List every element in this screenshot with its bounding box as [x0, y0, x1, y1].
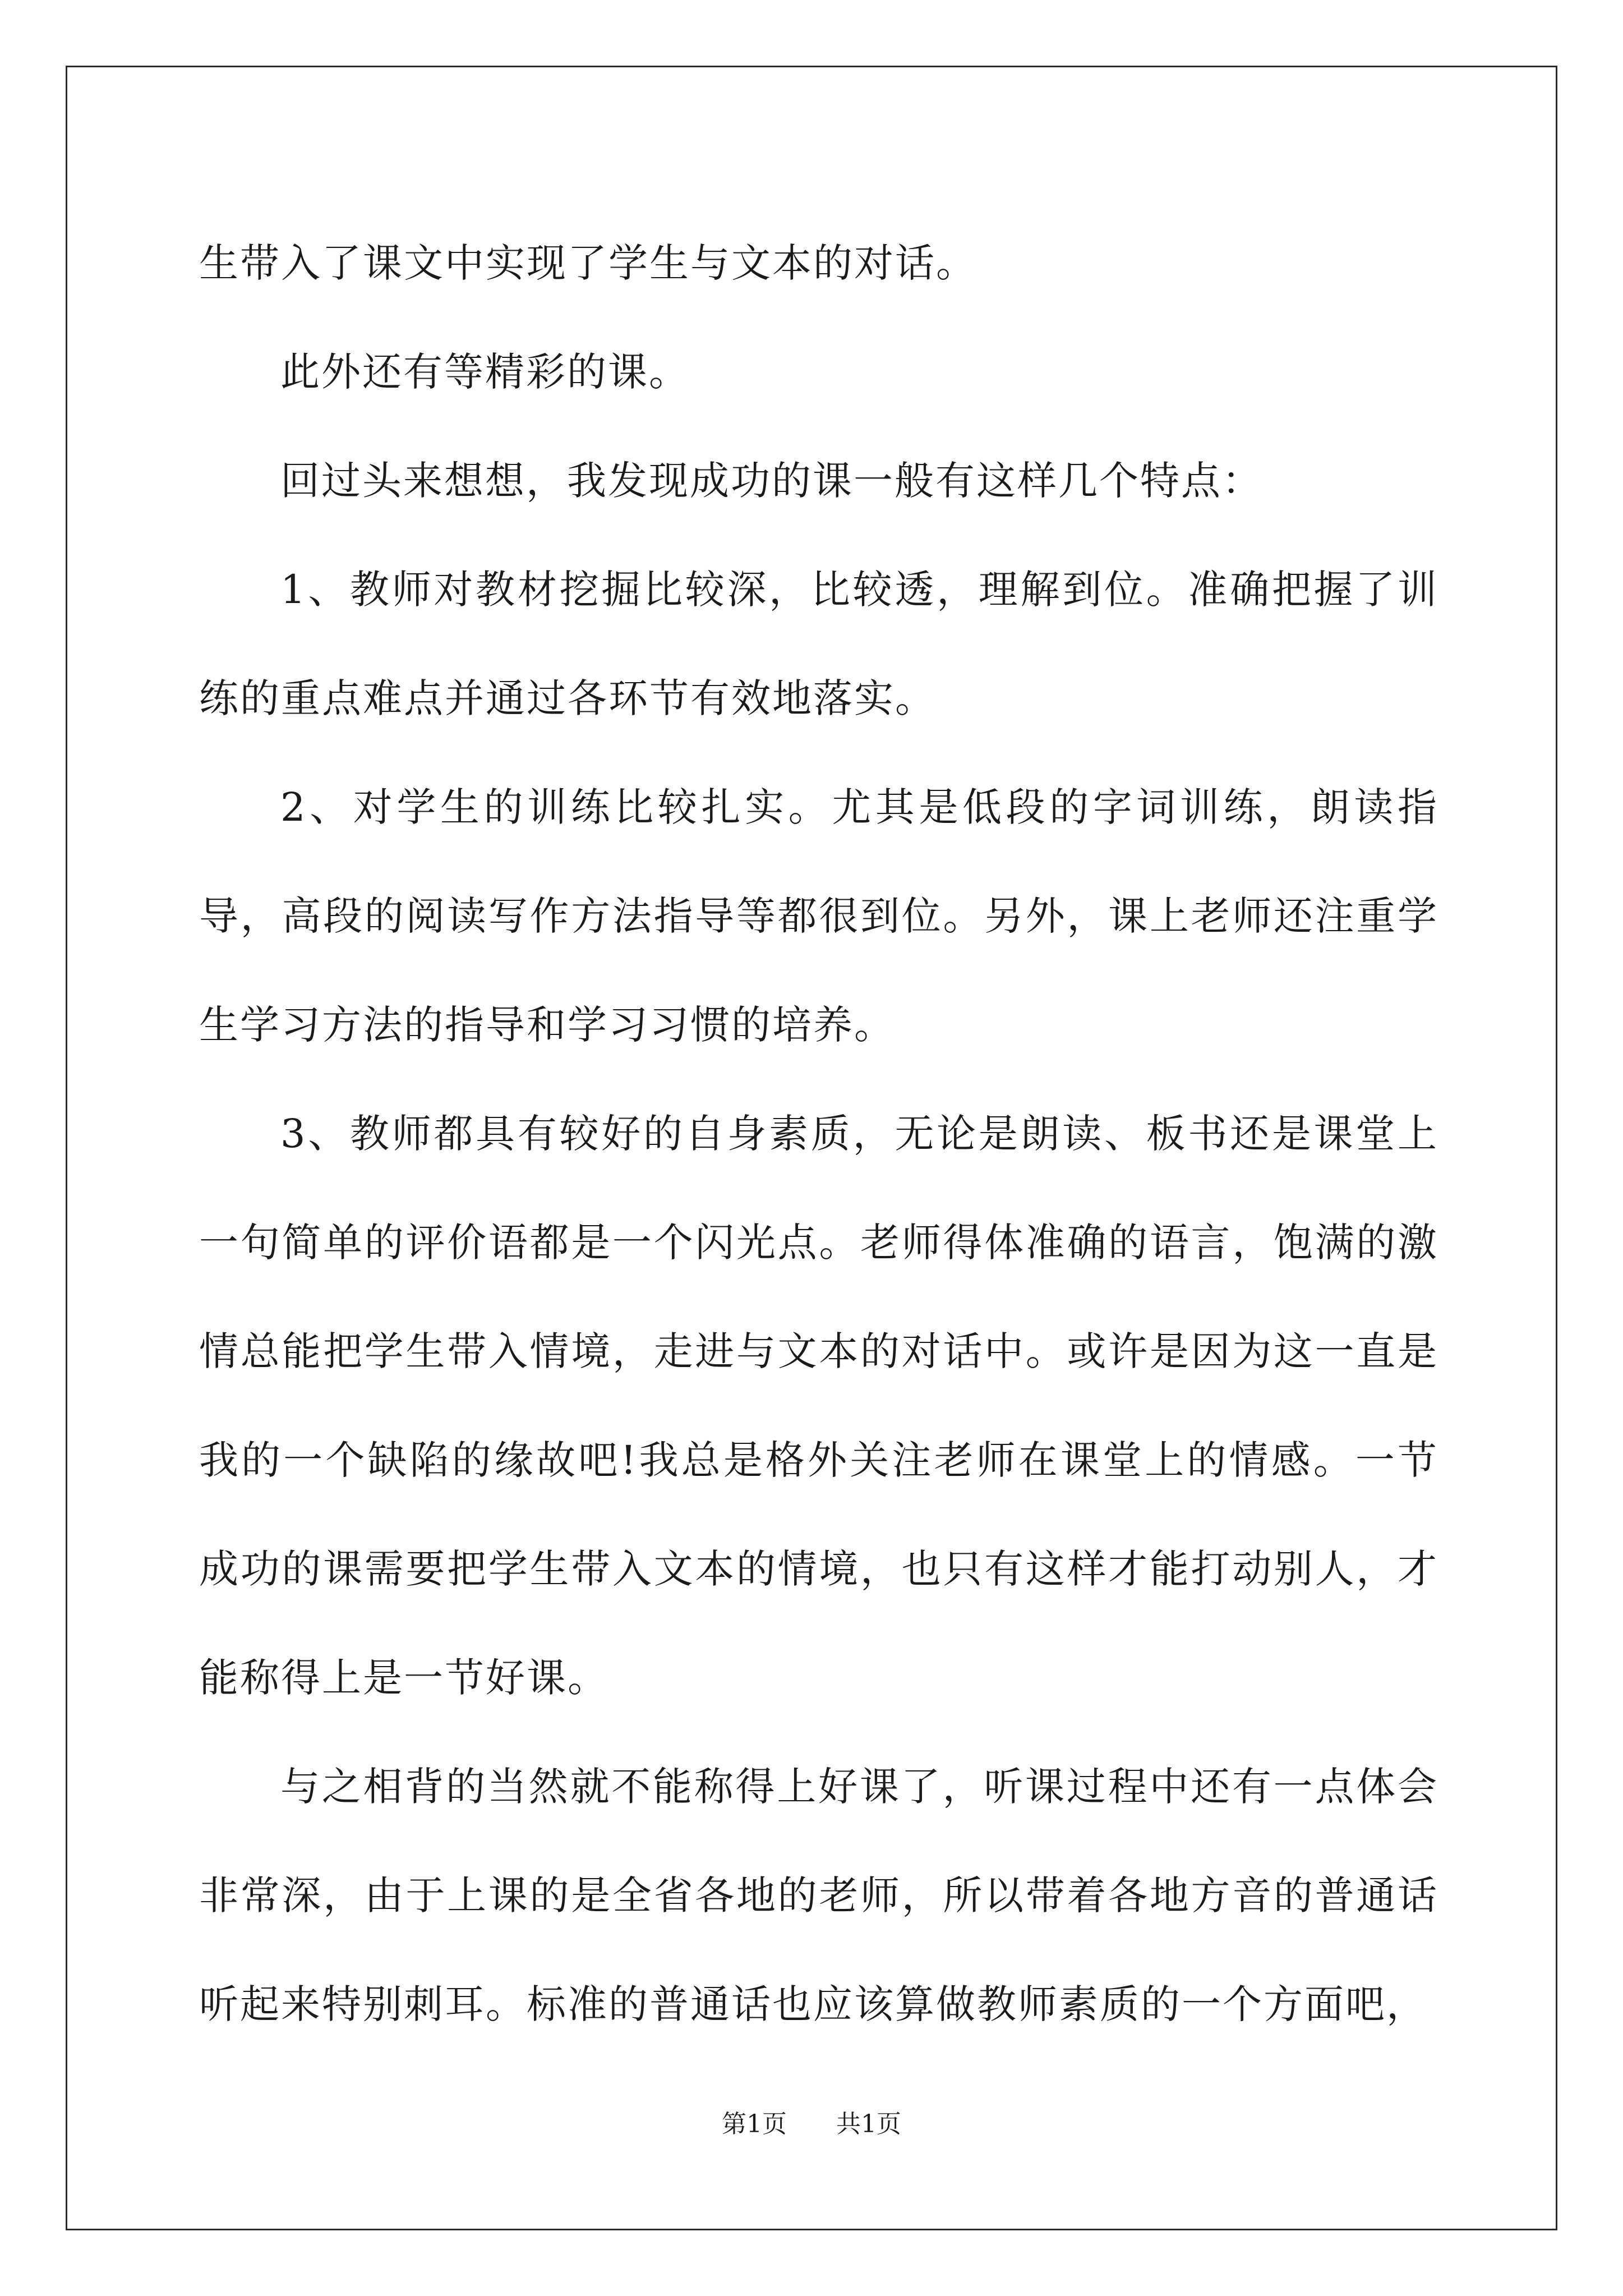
- document-body: [199, 209, 1438, 2059]
- page-footer: [0, 2108, 1623, 2141]
- paragraph-3: 回过头来想想，我发现成功的课一般有这样几个特点：: [280, 458, 1263, 504]
- page-number: 第1页: [722, 2110, 787, 2138]
- paragraph-6: 3、教师都具有较好的自身素质，无论是朗读、板书还是课堂上一句简单的评价语都是一个闪光点。老师得体准确的语言，饱满的激情总能把学生带入情境，走进与文本的对话中。或许是因为这一直是我的一个缺陷的缘故吧!我总是格外关注老师在课堂上的情感。一节成功的课需要把学生带入文本的情境，也只有这样才能打动别人，才能称得上是一节好课。: [199, 1111, 1438, 1701]
- paragraph-7: 与之相背的当然就不能称得上好课了，听课过程中还有一点体会非常深，由于上课的是全省各地的老师，所以带着各地方音的普通话听起来特别刺耳。标准的普通话也应该算做教师素质的一个方面吧，: [199, 1764, 1438, 2027]
- paragraph-5: 2、对学生的训练比较扎实。尤其是低段的字词训练，朗读指导，高段的阅读写作方法指导等都很到位。另外，课上老师还注重学生学习方法的指导和学习习惯的培养。: [199, 784, 1438, 1048]
- page-total: 共1页: [836, 2110, 901, 2138]
- paragraph-2: 此外还有等精彩的课。: [280, 349, 690, 395]
- paragraph-1: 生带入了课文中实现了学生与文本的对话。: [199, 240, 977, 286]
- paragraph-4: 1、教师对教材挖掘比较深，比较透，理解到位。准确把握了训练的重点难点并通过各环节有效地落实。: [199, 567, 1438, 721]
